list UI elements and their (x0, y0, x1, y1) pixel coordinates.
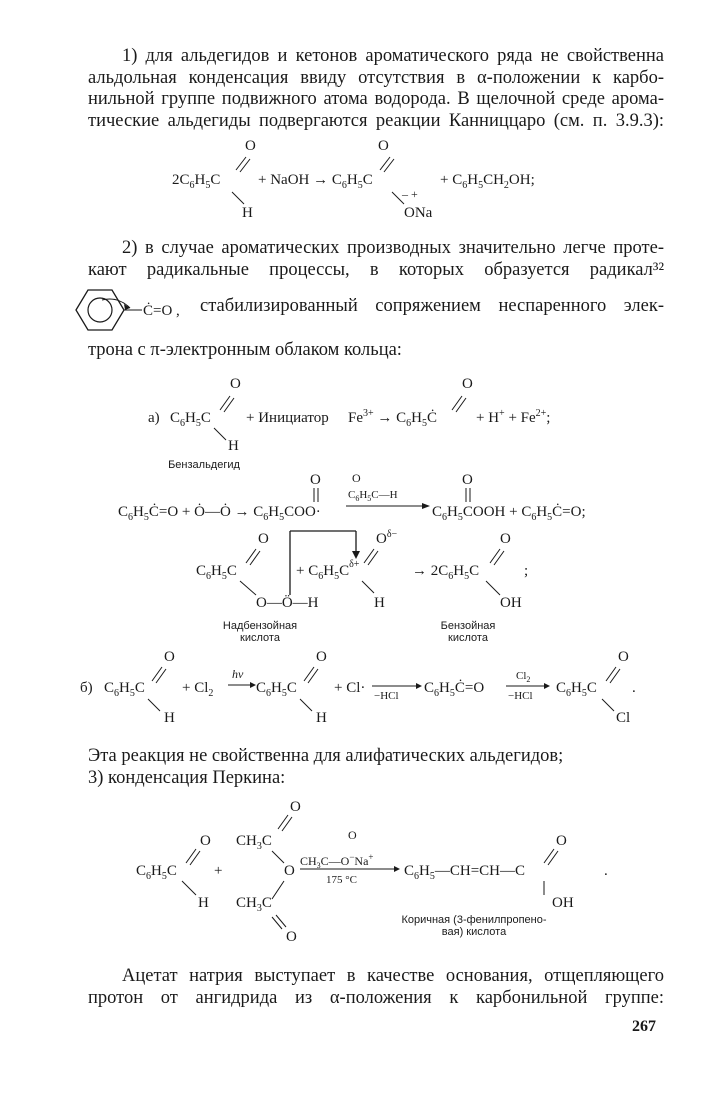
svg-text:H: H (316, 710, 327, 726)
svg-text:O: O (462, 472, 473, 488)
hv-label: hν (232, 667, 244, 681)
svg-text:Oδ−: $O^{\delta-}$ (376, 529, 398, 547)
text-line: кают радикальные процессы, в которых образуется радикал³² (88, 259, 664, 280)
svg-text:C6H5C: $C_6H_5C$ (196, 563, 237, 582)
svg-text:.: . (632, 680, 636, 696)
svg-text:O: O (310, 472, 321, 488)
text-line: 1) для альдегидов и кетонов ароматического ряда не свойственна (122, 46, 664, 66)
svg-text:CH3C—O−Na+: $CH_3C—O^-Na^+$ (300, 852, 374, 870)
svg-text:C6H5Ċ=O: $C_6H_5Ċ=O$ (424, 680, 485, 699)
svg-text:O: O (284, 863, 295, 879)
svg-text:;: ; (524, 563, 529, 579)
text-line: 3) конденсация Перкина: (88, 767, 286, 788)
caption-benzoic-1: Бензойная (440, 620, 496, 632)
svg-text:OH: OH (500, 595, 522, 611)
text-line: нильной группе подвижного атома водорода. В щелочной среде арома- (88, 89, 664, 109)
caption-perbenzoic-1: Надбензойная (222, 620, 298, 632)
svg-text:+ NaOH → C6H5C: + NaOH → $C_6H_5C$ (258, 172, 373, 191)
svg-text:O: O (245, 138, 256, 154)
initiator-label: + Инициатор (246, 410, 329, 426)
svg-text:O: O (556, 833, 567, 849)
svg-text:→ 2C6H5C: → $2C_6H_5C$ (412, 563, 480, 582)
reaction-a (0, 370, 720, 470)
svg-text:O: O (348, 828, 357, 842)
svg-text:+ Cl·: + Cl· (334, 680, 366, 696)
svg-text:C6H5C: $C_6H_5C$ (170, 410, 211, 429)
svg-text:Fe3+ → C6H5Ċ: $Fe^{3+}$ → $C_6H_5Ċ$ (348, 408, 438, 429)
svg-text:+: + (214, 863, 223, 879)
caption-benzoic-2: кислота (448, 632, 488, 644)
svg-text:O: O (286, 929, 297, 945)
svg-text:H: H (242, 205, 253, 221)
svg-text:+ H+ + Fe2+;: + $H^+ + Fe^{2+}$; (476, 408, 551, 426)
svg-text:O: O (164, 649, 175, 665)
text-line: Ацетат натрия выступает в качестве основания, отщепляющего (122, 966, 664, 986)
svg-text:.: . (604, 863, 608, 879)
svg-text:O: O (618, 649, 629, 665)
svg-text:O: O (352, 471, 361, 485)
caption-cinnamic-2: вая) кислота (441, 926, 507, 938)
svg-text:C6H5C: $C_6H_5C$ (556, 680, 597, 699)
benzoyl-radical-structure (60, 286, 200, 336)
page-number: 267 (632, 1018, 656, 1035)
svg-text:C6H5—CH=CH—C: $C_6H_5—CH=CH—C$ (404, 863, 525, 882)
svg-text:C6H5C: $C_6H_5C$ (256, 680, 297, 699)
caption-benzaldehyde: Бензальдегид (168, 459, 240, 470)
svg-text:O: O (316, 649, 327, 665)
svg-text:O: O (290, 799, 301, 815)
svg-text:+ C6H5CH2OH;: + $C_6H_5CH_2OH$; (440, 172, 535, 191)
text-line: тические альдегиды подвергаются реакции Канниццаро (см. п. 3.9.3): (88, 110, 664, 131)
paragraph-3 (88, 746, 664, 789)
svg-text:O: O (462, 376, 473, 392)
svg-text:H: H (198, 895, 209, 911)
svg-text:C6H5Ċ=O + Ȯ—Ȯ → C6H5COO·: $C_6H_5Ċ=O$ + Ȯ—Ȯ → $C_6H_5COO\cdot$ (118, 504, 321, 523)
text-line: трона с π-электронным облаком кольца: (88, 340, 402, 360)
svg-text:Cl2: $Cl_2$ (516, 670, 531, 684)
svg-text:C6H5C: $C_6H_5C$ (104, 680, 145, 699)
svg-text:H: H (164, 710, 175, 726)
svg-text:H: H (374, 595, 385, 611)
svg-text:OH: OH (552, 895, 574, 911)
svg-text:O: O (378, 138, 389, 154)
svg-text:+ Cl2: + $Cl_2$ (182, 680, 214, 699)
cannizzaro-reaction (0, 130, 720, 225)
svg-text:−HCl: −HCl (508, 690, 533, 702)
svg-text:O: O (500, 531, 511, 547)
svg-text:+ C6H5Cδ+: + $C_6H_5C^{\delta+}$ (296, 559, 360, 582)
text-line: протон от ангидрида из α-положения к карбонильной группе: (88, 987, 664, 1008)
peracid-transition (0, 525, 720, 645)
label-a: а) (148, 410, 160, 426)
caption-cinnamic-1: Коричная (3-фенилпропено- (401, 914, 547, 926)
svg-text:Ċ=O ,: Ċ=O , (143, 303, 180, 319)
paragraph-4 (88, 966, 664, 1009)
peroxide-reaction (0, 470, 720, 530)
svg-text:O: O (258, 531, 269, 547)
text-line: стабилизированный сопряжением неспаренного элек- (200, 296, 664, 316)
svg-text:O: O (200, 833, 211, 849)
svg-text:O—Ö—H: O—Ö—H (256, 595, 319, 611)
svg-text:ONa: ONa (404, 205, 433, 221)
label-b: б) (80, 680, 93, 696)
text-line: альдольная конденсация ввиду отсутствия в α-положении к карбо- (88, 67, 664, 88)
perkin-condensation (0, 795, 720, 945)
svg-text:C6H5COOH + C6H5Ċ=O;: $C_6H_5COOH$ + $C_6H_5Ċ=O$; (432, 504, 586, 523)
svg-text:– +: – + (402, 187, 418, 201)
paragraph-1 (88, 46, 664, 132)
paragraph-2c (88, 340, 664, 362)
svg-text:C6H5C: $C_6H_5C$ (136, 863, 177, 882)
svg-text:CH3C: $CH_3C$ (236, 833, 272, 852)
text-line: 2) в случае ароматических производных значительно легче проте- (122, 238, 664, 258)
svg-text:−HCl: −HCl (374, 690, 399, 702)
caption-perbenzoic-2: кислота (240, 632, 280, 644)
svg-text:C6H5C—H: $C_6H_5C—H$ (348, 489, 398, 503)
temp-label: 175 °С (326, 874, 357, 886)
svg-text:2C6H5C: $2C_6H_5C$ (172, 172, 221, 191)
svg-text:CH3C: $CH_3C$ (236, 895, 272, 914)
svg-text:O: O (230, 376, 241, 392)
paragraph-2b (200, 296, 664, 318)
svg-text:H: H (228, 438, 239, 454)
reaction-b (0, 645, 720, 735)
text-line: Эта реакция не свойственна для алифатических альдегидов; (88, 746, 564, 766)
svg-text:Cl: Cl (616, 710, 631, 726)
paragraph-2 (88, 238, 664, 281)
